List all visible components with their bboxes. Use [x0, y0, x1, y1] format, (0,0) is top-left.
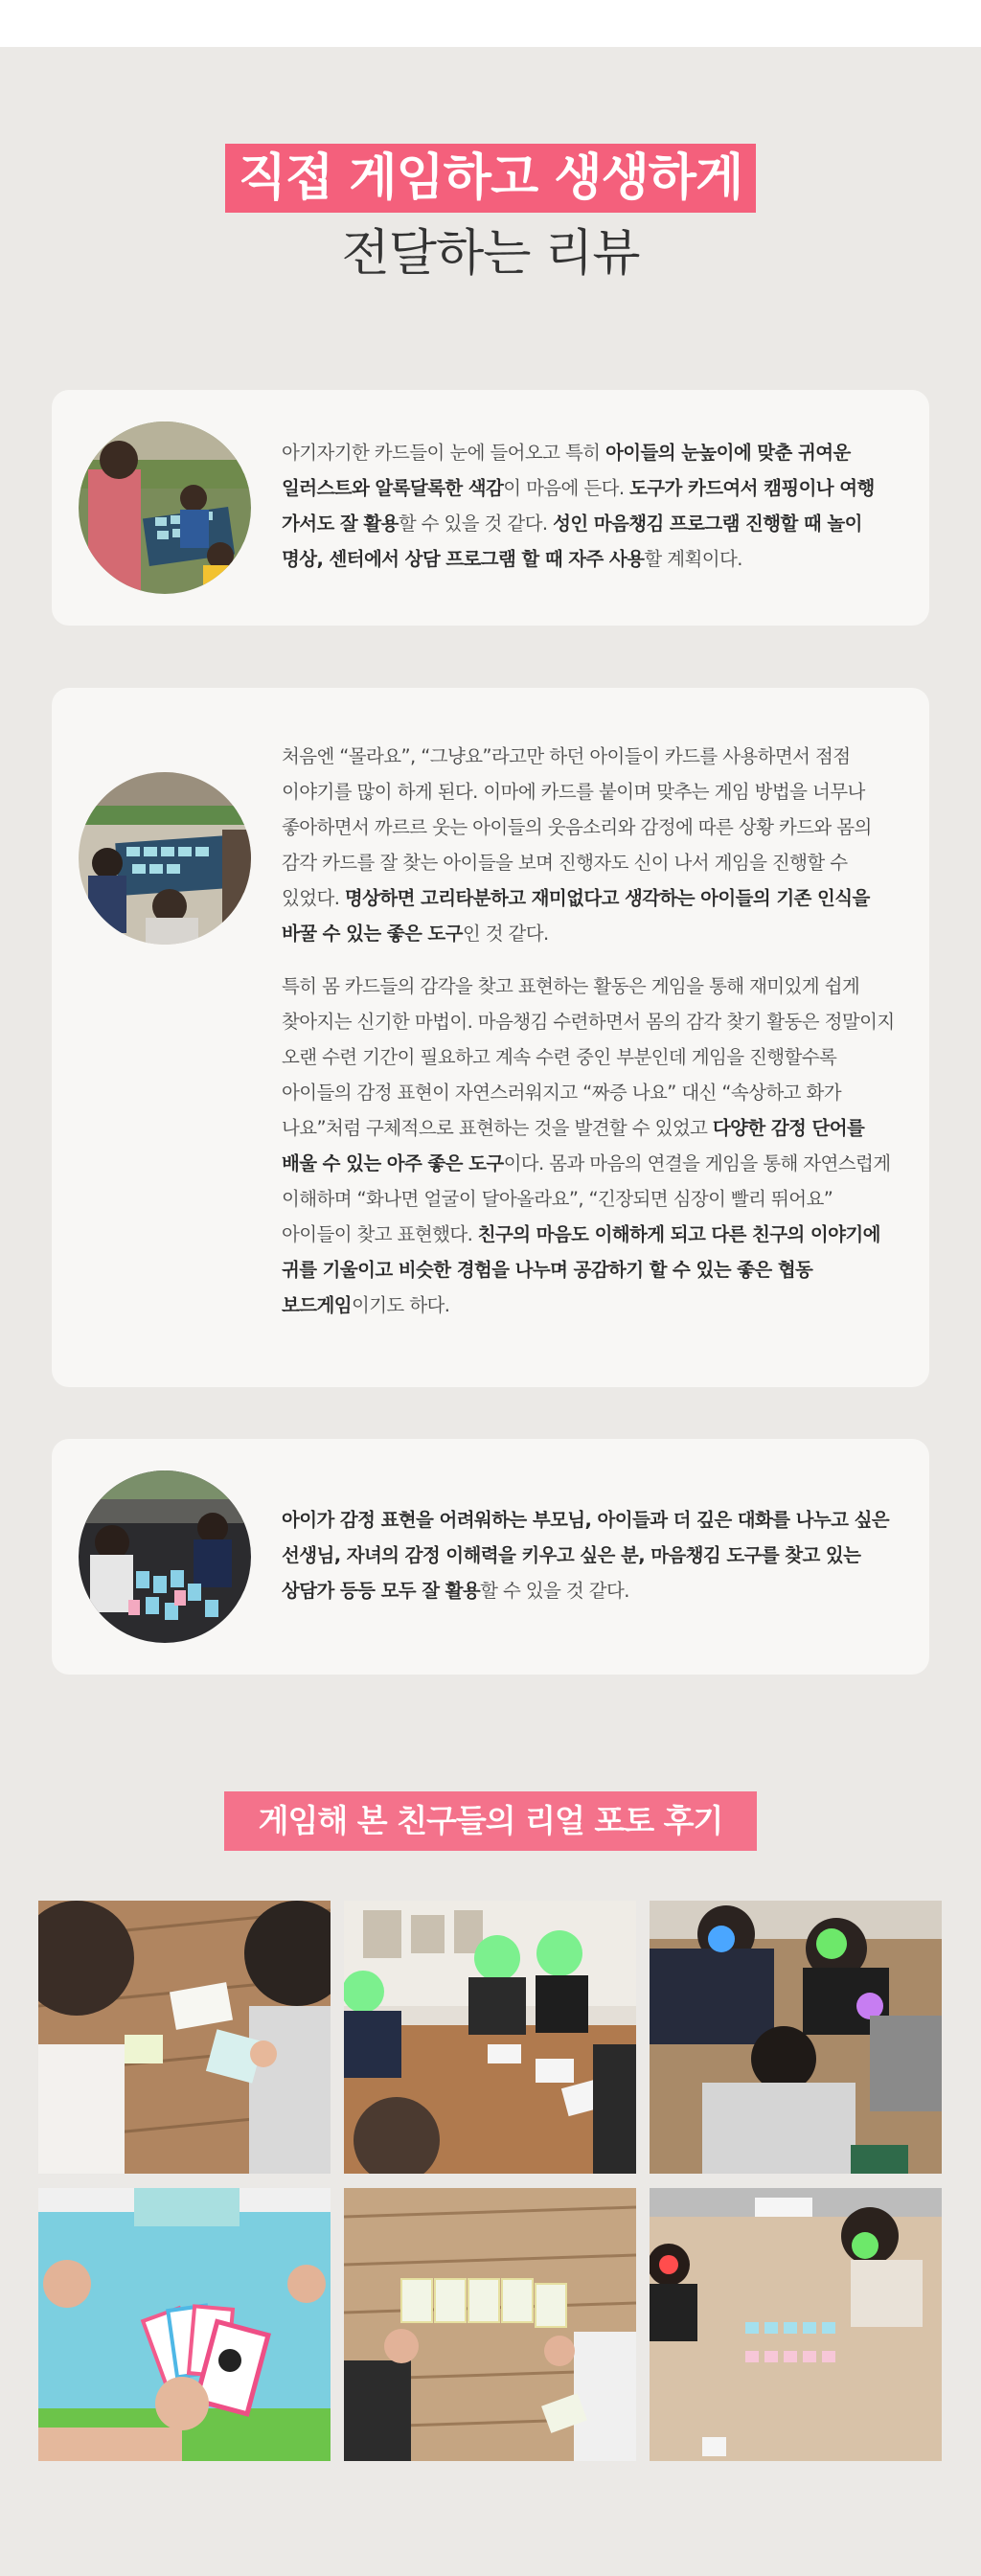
review-highlight-text: 아이가 감정 표현을 어려워하는 부모님, 아이들과 더 깊은 대화를 나누고 싶은 선생님, 자녀의 감정 이해력을 키우고 싶은 분, 마음챙김 도구를 찾고 있는 상담가 등등 모두 잘 활용	[282, 1509, 890, 1602]
hero-title	[0, 144, 981, 285]
review-body-text: 처음엔 “몰라요”, “그냥요”라고만 하던 아이들이 카드를 사용하면서 점점 이야기를 많이 하게 된다. 이마에 카드를 붙이며 맞추는 게임 방법을 너무나 좋아하면서 까르르 웃는 아이들의 웃음소리와 감정에 따른 상황 카드와 몸의 감각 카드를 잘 찾는 아이들을 보며 진행자도 신이 나서 게임을 진행할 수 있었다.	[282, 745, 872, 909]
review-paragraph	[282, 435, 904, 577]
review-body-text: 아기자기한 카드들이 눈에 들어오고 특히	[282, 442, 606, 464]
review-photo-outdoor-play	[79, 422, 251, 594]
photo-section-title	[0, 1791, 981, 1851]
photo-cards-on-wood-table	[38, 1901, 331, 2174]
review-highlight-text: 성인 마음챙김 프로그램 진행할 때 놀이 명상, 센터에서 상담 프로그램 할 때 자주 사용	[282, 513, 862, 570]
photo-cards-on-wooden-table-closeup	[344, 2188, 636, 2461]
photo-title: 게임해 본 친구들의 리얼 포토 후기	[224, 1791, 758, 1851]
review-body-text: 할 수 있을 것 같다.	[398, 513, 554, 535]
photo-classroom-group	[344, 1901, 636, 2174]
review-body-text: 할 계획이다.	[644, 548, 742, 570]
review-highlight-text: 명상하면 고리타분하고 재미없다고 생각하는 아이들의 기존 인식을 바꿀 수 있는 좋은 도구	[282, 887, 870, 945]
review-highlight-text: 다양한 감정 단어를 배울 수 있는 아주 좋은 도구	[282, 1117, 865, 1174]
photo-kids-with-card-grid	[650, 2188, 942, 2461]
review-photo-card-play	[79, 1470, 251, 1643]
review-photo-children-table	[79, 772, 251, 945]
hero-subtitle: 전달하는 리뷰	[341, 225, 640, 283]
review-paragraph	[282, 739, 904, 951]
review-highlight-text: 도구가 카드여서 캠핑이나 여행 가서도 잘 활용	[282, 477, 875, 535]
photo-hand-holding-cards	[38, 2188, 331, 2461]
review-highlight-text: 친구의 마음도 이해하게 되고 다른 친구의 이야기에 귀를 기울이고 비슷한 경험을 나누며 공감하기 할 수 있는 좋은 협동 보드게임	[282, 1223, 880, 1316]
review-text	[282, 1502, 904, 1608]
review-text	[282, 435, 904, 577]
review-body-text: 할 수 있을 것 같다.	[480, 1580, 629, 1602]
review-paragraph	[282, 1502, 904, 1608]
top-strip	[0, 0, 981, 47]
review-body-text: 인 것 같다.	[462, 923, 549, 945]
review-card	[52, 390, 929, 626]
photo-grid	[38, 1901, 942, 2461]
review-card	[52, 688, 929, 1387]
review-card	[52, 1439, 929, 1675]
review-body-text: 특히 몸 카드들의 감각을 찾고 표현하는 활동은 게임을 통해 재미있게 쉽게 찾아지는 신기한 마법이. 마음챙김 수련하면서 몸의 감각 찾기 활동은 정말이지 오랜 수련 기간이 필요하고 계속 수련 중인 부분인데 게임을 진행할수록 아이들의 감정 표현이 자연스러워지고 “짜증 나요” 대신 “속상하고 화가 나요”처럼 구체적으로 표현하는 것을 발견할 수 있었고	[282, 975, 895, 1139]
hero-highlight: 직접 게임하고 생생하게	[225, 144, 757, 213]
review-body-text: 이다. 몸과 마음의 연결을 게임을 통해 자연스럽게 이해하며 “화나면 얼굴이 달아올라요”, “긴장되면 심장이 빨리 뛰어요” 아이들이 찾고 표현했다.	[282, 1152, 891, 1245]
review-body-text: 이기도 하다.	[351, 1294, 450, 1316]
review-body-text: 이 마음에 든다.	[503, 477, 630, 499]
review-text	[282, 739, 904, 1323]
review-paragraph	[282, 969, 904, 1323]
review-highlight-text: 아이들의 눈높이에 맞춘 귀여운 일러스트와 알록달록한 색감	[282, 442, 851, 499]
photo-kids-on-floor	[650, 1901, 942, 2174]
